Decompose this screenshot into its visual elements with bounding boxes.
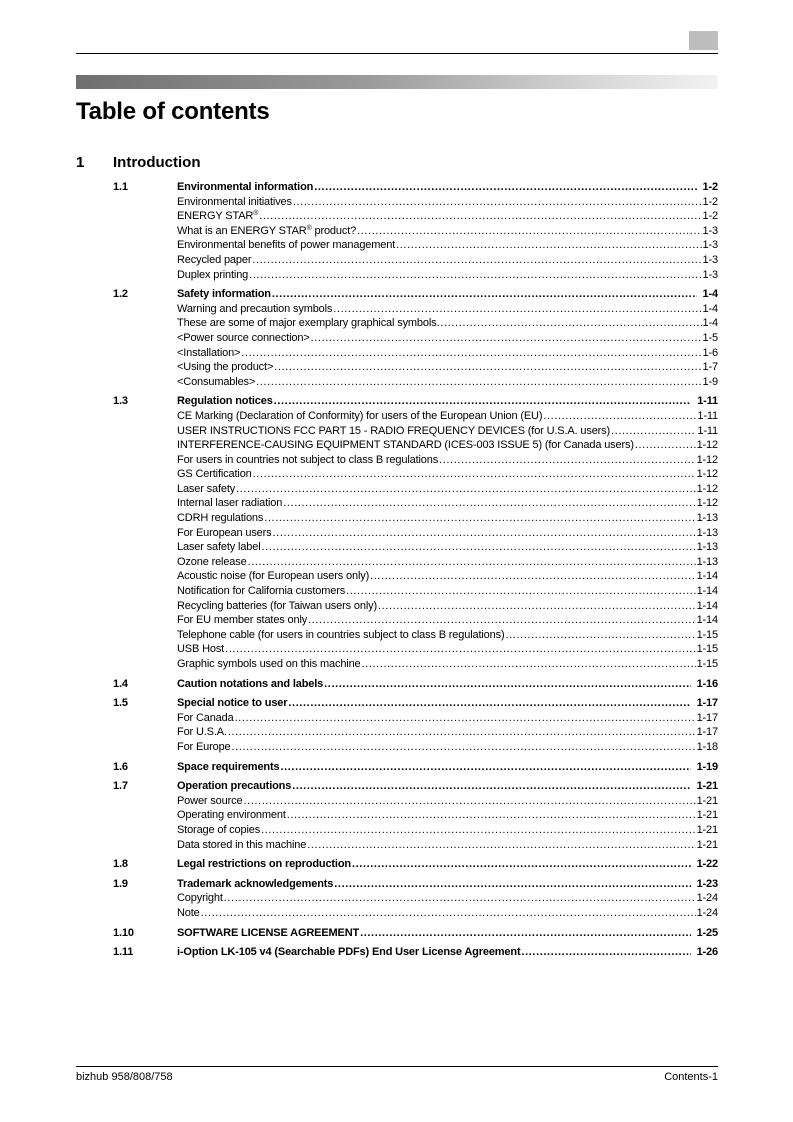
toc-entry — [177, 613, 718, 628]
toc-entry-row[interactable] — [0, 725, 793, 740]
toc-entry — [177, 642, 718, 657]
toc-entry — [177, 424, 718, 439]
entry-page: 1-13 — [696, 541, 718, 554]
dot-leader — [261, 823, 696, 838]
entry-title: CDRH regulations — [177, 512, 264, 525]
entry-page: 1-12 — [696, 497, 718, 510]
section-number: 1.5 — [113, 697, 128, 710]
dot-leader — [224, 891, 696, 906]
dot-leader — [272, 287, 697, 302]
toc-entry-row[interactable] — [0, 409, 793, 424]
entry-page: 1-17 — [696, 711, 718, 724]
toc-entry — [177, 540, 718, 555]
entry-title: <Installation> — [177, 346, 241, 359]
dot-leader — [333, 302, 701, 317]
footer-product: bizhub 958/808/758 — [76, 1071, 173, 1083]
toc-entry-row[interactable] — [0, 331, 793, 346]
dot-leader — [396, 238, 701, 253]
entry-page: 1-4 — [702, 317, 718, 330]
entry-page: 1-12 — [696, 453, 718, 466]
dot-leader — [201, 906, 696, 921]
section-page: 1-11 — [697, 395, 718, 408]
section-page: 1-22 — [696, 858, 718, 871]
toc-entry-row[interactable] — [0, 209, 793, 224]
toc-entry — [177, 569, 718, 584]
entry-title: Internal laser radiation — [177, 497, 283, 510]
toc-entry-row[interactable] — [0, 540, 793, 555]
entry-page: 1-21 — [696, 838, 718, 851]
toc-entry — [177, 268, 718, 283]
toc-entry — [177, 287, 718, 302]
entry-title: Laser safety — [177, 482, 236, 495]
entry-page: 1-2 — [702, 195, 718, 208]
section-title: Regulation notices — [177, 395, 273, 408]
entry-title: Data stored in this machine — [177, 838, 307, 851]
entry-title: Copyright — [177, 892, 223, 905]
toc-entry — [177, 740, 718, 755]
dot-leader — [262, 540, 696, 555]
dot-leader — [521, 945, 690, 960]
dot-leader — [362, 657, 696, 672]
dot-leader — [253, 467, 696, 482]
toc-entry-row[interactable] — [0, 584, 793, 599]
entry-page: 1-11 — [697, 424, 718, 437]
section-title: i-Option LK-105 v4 (Searchable PDFs) End User License Agreement — [177, 946, 521, 959]
toc-section-row[interactable] — [0, 926, 793, 941]
toc-entry — [177, 555, 718, 570]
entry-page: 1-6 — [702, 346, 718, 359]
entry-title: <Consumables> — [177, 375, 256, 388]
entry-page: 1-17 — [696, 726, 718, 739]
toc-entry — [177, 725, 718, 740]
entry-title: Environmental initiatives — [177, 195, 292, 208]
entry-title — [177, 224, 357, 239]
toc-entry-row[interactable] — [0, 711, 793, 726]
dot-leader — [280, 760, 690, 775]
toc-section-row[interactable] — [0, 394, 793, 409]
footer-rule — [76, 1066, 718, 1067]
entry-page: 1-3 — [702, 253, 718, 266]
chapter-number: 1 — [76, 154, 85, 171]
toc-entry-row[interactable] — [0, 253, 793, 268]
page-title: Table of contents — [76, 98, 270, 125]
toc-entry-row[interactable] — [0, 599, 793, 614]
toc-entry — [177, 238, 718, 253]
section-title: Operation precautions — [177, 780, 292, 793]
entry-title: GS Certification — [177, 468, 252, 481]
section-page: 1-2 — [702, 181, 718, 193]
section-page: 1-25 — [696, 926, 718, 939]
toc-entry-row[interactable] — [0, 838, 793, 853]
toc-entry-row[interactable] — [0, 238, 793, 253]
entry-page: 1-5 — [702, 331, 718, 344]
dot-leader — [440, 316, 701, 331]
toc-section-row[interactable] — [0, 945, 793, 960]
toc-entry-row[interactable] — [0, 642, 793, 657]
dot-leader — [292, 779, 690, 794]
toc-entry — [177, 599, 718, 614]
entry-title: Note — [177, 906, 200, 919]
toc-entry — [177, 877, 718, 892]
toc-entry-row[interactable] — [0, 467, 793, 482]
entry-title: For users in countries not subject to class B regulations — [177, 453, 439, 466]
entry-page: 1-2 — [702, 210, 718, 223]
entry-title: Warning and precaution symbols — [177, 302, 333, 315]
entry-title: These are some of major exemplary graphical symbols. — [177, 317, 440, 330]
toc-entry-row[interactable] — [0, 268, 793, 283]
section-title: Legal restrictions on reproduction — [177, 858, 351, 871]
toc-entry — [177, 394, 718, 409]
dot-leader — [252, 253, 701, 268]
toc-section-row[interactable] — [0, 180, 793, 195]
section-number: 1.6 — [113, 760, 128, 773]
entry-title: Ozone release — [177, 555, 247, 568]
dot-leader — [283, 496, 695, 511]
entry-page: 1-15 — [696, 643, 718, 656]
dot-leader — [232, 740, 696, 755]
toc-section — [0, 180, 793, 282]
entry-title: Operating environment — [177, 809, 286, 822]
toc-section-row[interactable] — [0, 677, 793, 692]
toc-entry — [177, 926, 718, 941]
toc-entry — [177, 409, 718, 424]
toc-entry — [177, 195, 718, 210]
toc-entry — [177, 224, 718, 239]
section-number: 1.9 — [113, 877, 128, 890]
dot-leader — [314, 180, 696, 195]
entry-page: 1-4 — [702, 302, 718, 315]
dot-leader — [274, 394, 691, 409]
entry-page: 1-12 — [696, 439, 718, 452]
entry-title-text: ENERGY STAR — [177, 210, 254, 223]
entry-page: 1-11 — [697, 409, 718, 422]
toc-entry — [177, 331, 718, 346]
entry-page: 1-21 — [696, 809, 718, 822]
section-title: Safety information — [177, 288, 271, 301]
dot-leader — [611, 424, 696, 439]
dot-leader — [236, 482, 695, 497]
entry-page: 1-21 — [696, 823, 718, 836]
entry-page: 1-3 — [702, 224, 718, 237]
dot-leader — [288, 696, 690, 711]
dot-leader — [256, 375, 701, 390]
toc-entry — [177, 857, 718, 872]
dot-leader — [235, 711, 696, 726]
footer-page-label: Contents-1 — [664, 1071, 718, 1083]
entry-page: 1-15 — [696, 658, 718, 670]
toc-entry — [177, 584, 718, 599]
section-title: Caution notations and labels — [177, 677, 324, 690]
entry-page: 1-13 — [696, 512, 718, 525]
toc-entry — [177, 253, 718, 268]
section-page: 1-19 — [696, 760, 718, 773]
entry-title-suffix: product? — [311, 224, 357, 237]
dot-leader — [324, 677, 690, 692]
entry-title — [177, 209, 259, 224]
section-title: SOFTWARE LICENSE AGREEMENT — [177, 926, 360, 939]
dot-leader — [274, 360, 701, 375]
toc-entry — [177, 511, 718, 526]
toc-entry-row[interactable] — [0, 224, 793, 239]
toc-entry-row[interactable] — [0, 569, 793, 584]
toc-entry-row[interactable] — [0, 375, 793, 390]
entry-title: Laser safety label — [177, 541, 261, 554]
toc-entry — [177, 779, 718, 794]
toc-entry — [177, 209, 718, 224]
toc-entry-row[interactable] — [0, 195, 793, 210]
entry-title: For Europe — [177, 740, 231, 753]
dot-leader — [357, 224, 701, 239]
toc-section-row[interactable] — [0, 779, 793, 794]
toc-entry — [177, 302, 718, 317]
toc-entry — [177, 496, 718, 511]
dot-leader — [370, 569, 695, 584]
toc-entry-row[interactable] — [0, 316, 793, 331]
toc-entry — [177, 823, 718, 838]
toc-section — [0, 287, 793, 389]
toc-entry — [177, 346, 718, 361]
toc-section-row[interactable] — [0, 287, 793, 302]
toc-section-row[interactable] — [0, 760, 793, 775]
toc-entry-row[interactable] — [0, 906, 793, 921]
entry-title-text: What is an ENERGY STAR — [177, 224, 307, 237]
entry-title: Telephone cable (for users in countries subject to class B regulations) — [177, 628, 505, 641]
header-rule — [76, 53, 718, 54]
entry-title: USB Host — [177, 643, 225, 656]
entry-title: Graphic symbols used on this machine — [177, 658, 361, 670]
toc-entry — [177, 906, 718, 921]
entry-page: 1-12 — [696, 468, 718, 481]
toc-entry-row[interactable] — [0, 628, 793, 643]
dot-leader — [241, 346, 701, 361]
section-title: Space requirements — [177, 760, 280, 773]
toc-entry-row[interactable] — [0, 438, 793, 453]
entry-page: 1-21 — [696, 794, 718, 807]
entry-title: Duplex printing — [177, 268, 249, 281]
entry-title: Recycling batteries (for Taiwan users only) — [177, 599, 377, 612]
entry-page: 1-14 — [696, 585, 718, 598]
toc-entry — [177, 316, 718, 331]
dot-leader — [248, 555, 696, 570]
section-number: 1.10 — [113, 926, 134, 939]
toc-section — [0, 696, 793, 754]
entry-title: Environmental benefits of power management — [177, 239, 396, 252]
entry-page: 1-15 — [696, 628, 718, 641]
entry-page: 1-13 — [696, 555, 718, 568]
dot-leader — [346, 584, 696, 599]
toc-entry — [177, 760, 718, 775]
toc-entry-row[interactable] — [0, 613, 793, 628]
section-page: 1-21 — [696, 780, 718, 793]
registered-mark: ® — [306, 224, 312, 232]
toc-entry-row[interactable] — [0, 424, 793, 439]
entry-title: Acoustic noise (for European users only) — [177, 570, 370, 583]
section-page: 1-16 — [696, 677, 718, 690]
toc-section — [0, 945, 793, 960]
toc-entry-row[interactable] — [0, 496, 793, 511]
toc-entry-row[interactable] — [0, 482, 793, 497]
entry-page: 1-3 — [702, 239, 718, 252]
toc-entry — [177, 794, 718, 809]
toc-entry — [177, 891, 718, 906]
toc-entry-row[interactable] — [0, 808, 793, 823]
entry-page: 1-18 — [696, 740, 718, 753]
toc-entry — [177, 180, 718, 195]
toc-section — [0, 779, 793, 852]
toc-entry — [177, 677, 718, 692]
entry-title: CE Marking (Declaration of Conformity) for users of the European Union (EU) — [177, 409, 543, 422]
section-number: 1.11 — [113, 946, 134, 959]
entry-title: <Using the product> — [177, 361, 274, 374]
chapter-title: Introduction — [113, 154, 201, 171]
dot-leader — [273, 526, 696, 541]
section-title: Environmental information — [177, 181, 314, 193]
toc-section — [0, 926, 793, 941]
entry-page: 1-24 — [696, 906, 718, 919]
dot-leader — [225, 642, 695, 657]
dot-leader — [378, 599, 696, 614]
toc-entry — [177, 711, 718, 726]
entry-title: For European users — [177, 526, 272, 539]
entry-page: 1-7 — [702, 361, 718, 374]
section-number: 1.7 — [113, 780, 128, 793]
dot-leader — [249, 268, 701, 283]
toc-entry — [177, 657, 718, 672]
toc-entry-row[interactable] — [0, 346, 793, 361]
dot-leader — [307, 838, 695, 853]
entry-title: For Canada — [177, 711, 234, 724]
toc-entry — [177, 453, 718, 468]
entry-title: Power source — [177, 794, 243, 807]
toc-section — [0, 877, 793, 921]
entry-page: 1-12 — [696, 482, 718, 495]
entry-page: 1-14 — [696, 570, 718, 583]
dot-leader — [228, 725, 696, 740]
entry-page: 1-14 — [696, 599, 718, 612]
toc-entry-row[interactable] — [0, 740, 793, 755]
toc-entry — [177, 696, 718, 711]
toc-entry-row[interactable] — [0, 360, 793, 375]
toc-entry — [177, 628, 718, 643]
entry-page: 1-3 — [702, 268, 718, 281]
entry-title: Notification for California customers — [177, 585, 346, 598]
toc-section-row[interactable] — [0, 696, 793, 711]
title-gradient-bar — [76, 75, 718, 89]
entry-page: 1-14 — [696, 614, 718, 627]
toc-entry-row[interactable] — [0, 555, 793, 570]
dot-leader — [543, 409, 696, 424]
section-number: 1.8 — [113, 858, 128, 871]
entry-title: Storage of copies — [177, 823, 261, 836]
toc-entry — [177, 467, 718, 482]
entry-title: INTERFERENCE-CAUSING EQUIPMENT STANDARD (ICES-003 ISSUE 5) (for Canada users) — [177, 439, 634, 452]
toc-section — [0, 677, 793, 692]
toc-entry — [177, 375, 718, 390]
toc-entry-row[interactable] — [0, 511, 793, 526]
toc-section — [0, 394, 793, 671]
section-title: Special notice to user — [177, 697, 288, 710]
dot-leader — [264, 511, 695, 526]
toc-entry-row[interactable] — [0, 891, 793, 906]
toc-entry-row[interactable] — [0, 526, 793, 541]
toc-entry — [177, 526, 718, 541]
dot-leader — [439, 453, 695, 468]
dot-leader — [308, 613, 695, 628]
entry-page: 1-9 — [702, 375, 718, 388]
section-page: 1-23 — [696, 877, 718, 890]
toc-entry — [177, 438, 718, 453]
entry-title: For U.S.A. — [177, 726, 227, 739]
dot-leader — [243, 794, 695, 809]
toc-entry-row[interactable] — [0, 794, 793, 809]
entry-title: Recycled paper — [177, 253, 252, 266]
entry-page: 1-24 — [696, 892, 718, 905]
toc-entry-row[interactable] — [0, 823, 793, 838]
entry-page: 1-13 — [696, 526, 718, 539]
dot-leader — [287, 808, 696, 823]
entry-title: <Power source connection> — [177, 331, 310, 344]
registered-mark: ® — [253, 210, 259, 218]
dot-leader — [293, 195, 702, 210]
entry-title: USER INSTRUCTIONS FCC PART 15 - RADIO FREQUENCY DEVICES (for U.S.A. users) — [177, 424, 611, 437]
section-page: 1-17 — [696, 697, 718, 710]
toc-entry — [177, 838, 718, 853]
section-number: 1.2 — [113, 288, 128, 301]
page-tab-marker — [689, 31, 718, 50]
section-number: 1.3 — [113, 395, 128, 408]
dot-leader — [360, 926, 690, 941]
toc-entry-row[interactable] — [0, 302, 793, 317]
dot-leader — [352, 857, 691, 872]
toc-entry — [177, 808, 718, 823]
dot-leader — [311, 331, 702, 346]
dot-leader — [635, 438, 696, 453]
toc-entry — [177, 945, 718, 960]
toc-section — [0, 760, 793, 775]
entry-title: For EU member states only — [177, 614, 308, 627]
section-page: 1-4 — [702, 288, 718, 301]
section-number: 1.1 — [113, 181, 128, 193]
toc-entry — [177, 482, 718, 497]
section-number: 1.4 — [113, 677, 128, 690]
toc-entry-row[interactable] — [0, 657, 793, 672]
section-title: Trademark acknowledgements — [177, 877, 334, 890]
toc-entry — [177, 360, 718, 375]
dot-leader — [259, 209, 701, 224]
toc-section-row[interactable] — [0, 877, 793, 892]
toc-list — [0, 180, 793, 965]
dot-leader — [505, 628, 695, 643]
toc-section — [0, 857, 793, 872]
toc-section-row[interactable] — [0, 857, 793, 872]
section-page: 1-26 — [696, 946, 718, 959]
toc-entry-row[interactable] — [0, 453, 793, 468]
dot-leader — [334, 877, 690, 892]
